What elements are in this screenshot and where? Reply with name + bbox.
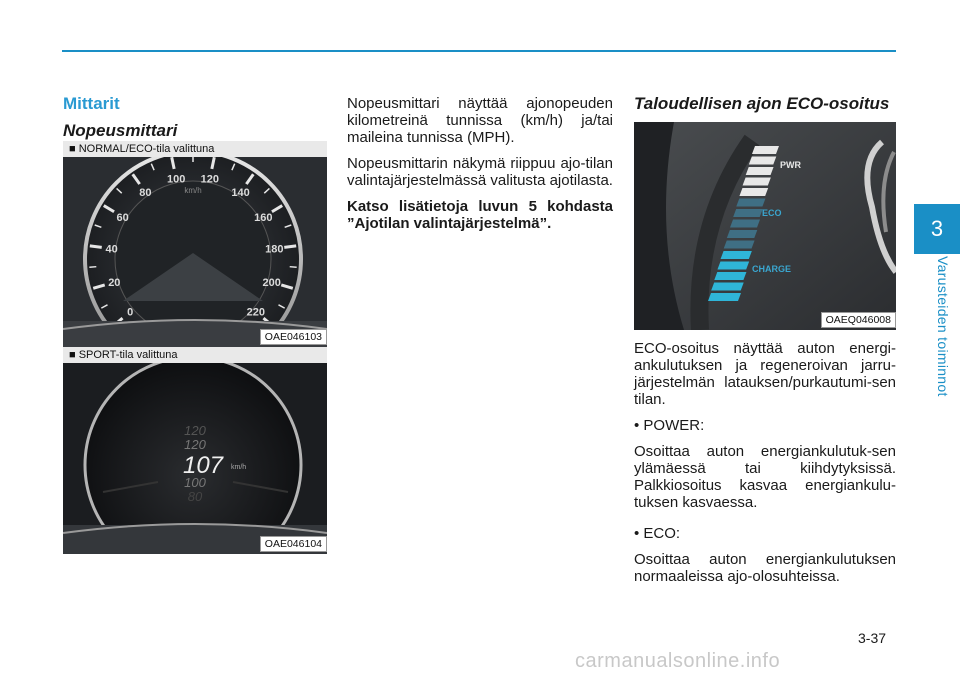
major-tick — [90, 246, 102, 248]
speed-tick-label: 60 — [116, 211, 129, 224]
speed-tick-label: 100 — [167, 173, 186, 186]
label-charge: CHARGE — [752, 264, 792, 274]
eco-indicator-graphic — [634, 122, 896, 330]
major-tick — [284, 246, 296, 248]
speed-tick-label: 160 — [254, 211, 273, 224]
speedometer-paragraph-1: Nopeusmittari näyttää ajonopeuden kilometreinä tunnissa (km/h) ja/tai maileina tunnissa (MPH). — [347, 95, 613, 146]
digital-speed-value: 107 — [182, 452, 224, 479]
eco-bar-segment — [743, 178, 771, 186]
speedometer-normal-figure — [63, 141, 327, 347]
eco-bar-segment — [749, 157, 776, 165]
eco-bar-segment — [733, 209, 763, 217]
speed-tick-label: 200 — [262, 277, 281, 290]
speed-tick-label: 220 — [246, 306, 265, 319]
figure2-caption: ■ SPORT-tila valittuna — [63, 347, 327, 363]
chapter-title: Varusteiden toiminnot — [935, 256, 951, 397]
chapter-tab: 3 — [914, 204, 960, 254]
page-number: 3-37 — [858, 630, 887, 646]
eco-indicator-figure — [634, 122, 896, 330]
minor-tick — [290, 267, 297, 268]
eco-bar-segment — [730, 220, 760, 228]
figure2-code: OAE046104 — [260, 536, 327, 552]
figure1-caption: ■ NORMAL/ECO-tila valittuna — [63, 141, 327, 157]
eco-paragraph-1: ECO-osoitus näyttää auton energi-ankulutuksen ja regeneroivan jarru-järjestelmän latauksen/purkautumi-sen tilan. — [634, 340, 896, 408]
label-eco: ECO — [762, 208, 782, 218]
bullet-eco: • ECO: — [634, 525, 681, 542]
section-title: Mittarit — [63, 94, 120, 113]
eco-bar-segment — [752, 146, 779, 154]
eco-bar-segment — [727, 230, 757, 238]
speed-tick-label: 80 — [139, 187, 152, 200]
eco-description: Osoittaa auton energiankulutuksen normaaleissa ajo-olosuhteissa. — [634, 551, 896, 585]
eco-bar-segment — [711, 283, 744, 291]
speedometer-paragraph-3: Katso lisätietoja luvun 5 kohdasta ”Ajotilan valintajärjestelmä”. — [347, 198, 613, 232]
minor-tick — [89, 267, 96, 268]
eco-figure-code: OAEQ046008 — [821, 312, 896, 328]
eco-bar-segment — [717, 262, 749, 270]
speedometer-sport-graphic — [63, 347, 327, 554]
eco-bar-segment — [708, 293, 741, 301]
figure1-code: OAE046103 — [260, 329, 327, 345]
scroll-value-upper: 120 — [184, 437, 206, 452]
eco-bar-segment — [714, 272, 746, 280]
subtitle-eco-indicator: Taloudellisen ajon ECO-osoitus — [634, 94, 890, 113]
label-pwr: PWR — [780, 160, 801, 170]
speedometer-paragraph-2: Nopeusmittarin näkymä riippuu ajo-tilan valintajärjestelmässä valitusta ajotilasta. — [347, 155, 613, 189]
eco-bar-segment — [724, 241, 755, 249]
speed-tick-label: 20 — [108, 277, 121, 290]
scroll-value-lower: 100 — [184, 475, 206, 490]
scroll-value-bottom: 80 — [187, 489, 203, 504]
speed-tick-label: 180 — [265, 243, 284, 256]
header-rule — [62, 50, 896, 52]
speed-tick-label: 0 — [127, 306, 134, 319]
speedometer-normal-graphic — [63, 141, 327, 347]
speed-unit-label: km/h — [184, 186, 202, 195]
speed-tick-label: 140 — [231, 187, 250, 200]
speed-tick-label: 120 — [200, 173, 219, 186]
speed-tick-label: 40 — [105, 243, 118, 256]
right-column-text — [634, 340, 896, 594]
power-description: Osoittaa auton energiankulutuk-sen ylämäessä tai kiihdytyksissä. Palkkiosoitus kasvaa energiankulu-tuksen kasvaessa. — [634, 443, 896, 511]
digital-speed-unit: km/h — [231, 464, 247, 471]
subtitle-speedometer: Nopeusmittari — [63, 121, 178, 140]
speedometer-sport-figure — [63, 347, 327, 554]
middle-column — [347, 95, 613, 241]
eco-bar-segment — [746, 167, 774, 175]
scroll-value-top: 120 — [184, 423, 206, 438]
eco-bar-segment — [736, 199, 765, 207]
watermark: carmanualsonline.info — [575, 650, 781, 672]
bullet-power: • POWER: — [634, 417, 705, 434]
eco-bar-segment — [739, 188, 768, 196]
eco-bar-segment — [721, 251, 752, 259]
